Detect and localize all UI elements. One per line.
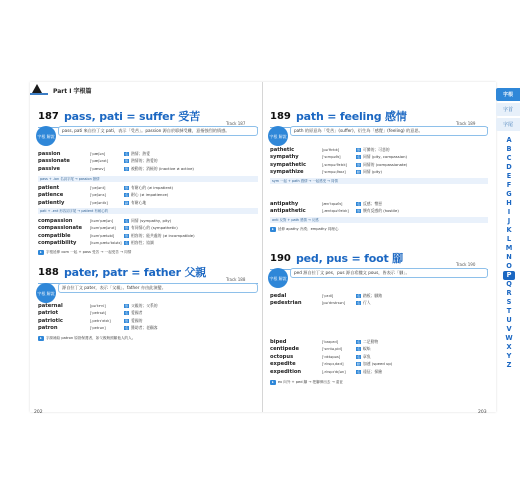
word-row: patient [ˈpeʃənt] 形 有耐心的 (≠ impatient) (38, 184, 174, 191)
word-row: sympathetic [ˌsɪmpəˈθɛtɪk] 形 同情的 (compassionate) (270, 161, 408, 168)
letter-index-item[interactable]: R (506, 289, 512, 297)
word-row: compatible [kəmˈpætəbl] 形 相容的；能共處的 (≠ incompatible) (38, 232, 195, 239)
letter-index-item[interactable]: D (506, 163, 512, 171)
letter-index-item[interactable]: N (506, 253, 512, 261)
letter-index-item[interactable]: B (506, 145, 512, 153)
letter-index-item[interactable]: G (506, 190, 512, 198)
letter-index-item[interactable]: E (506, 172, 512, 180)
page-gutter (262, 82, 263, 412)
tab-prefixes[interactable]: 字首 (496, 103, 520, 116)
section-188-words (38, 302, 258, 332)
letter-index-item[interactable]: U (506, 316, 512, 324)
formula-strip: sym 一起 + path 感情 → 一起感受 → 同情 (270, 178, 488, 184)
section-189-tip: ▸ 延伸 apathy 冷漠；empathy 同理心 (272, 227, 339, 231)
section-title: path = feeling 感情 (296, 110, 407, 123)
letter-index-item[interactable]: J (507, 217, 511, 225)
section-189-intro: path 的原意為「受苦」(suffer)，衍生為「感覺」(feeling) 的意思。 (290, 126, 488, 136)
section-number: 190 (270, 252, 291, 264)
section-187-words-2 (38, 184, 258, 207)
letter-index-item[interactable]: H (506, 199, 512, 207)
word-row: pathetic [pəˈθɛtɪk] 形 可憐的；可悲的 (270, 146, 390, 153)
section-190-words (270, 292, 488, 307)
tip-tag: ▸ (40, 336, 42, 340)
letter-index-item[interactable]: M (505, 244, 513, 252)
word-row: patience [ˈpeʃəns] 名 耐心 (≠ impatience) (38, 192, 169, 199)
section-number: 188 (38, 266, 59, 278)
letter-index-item[interactable]: A (506, 136, 512, 144)
root-explain-badge: 字根 解說 (36, 126, 56, 146)
letter-index-item[interactable]: Q (506, 280, 512, 288)
word-row: expedite [ˈɛkspɪˌdaɪt] 動 加速 (speed up) (270, 361, 393, 368)
section-187-words (38, 150, 258, 173)
alphabet-index (503, 136, 515, 370)
section-187-tip: ▸ 字根延伸 com 一起 + pass 受苦 → 一起受苦 → 同情 (40, 250, 132, 254)
formula-strip: pass + -ion 名詞字尾 → passion 熱情 (38, 176, 258, 182)
formula-strip: pati + -ent 形容詞字尾 → patient 有耐心的 (38, 208, 258, 214)
letter-index-item[interactable]: C (506, 154, 512, 162)
tab-suffixes[interactable]: 字尾 (496, 118, 520, 131)
word-row: paternal [pəˈtɝnl] 形 父親的；父系的 (38, 302, 158, 309)
letter-index-item[interactable]: S (506, 298, 512, 306)
word-row: passionate [ˈpæʃənɪt] 形 熱情的；熱愛的 (38, 158, 158, 165)
word-row: compassion [kəmˈpæʃən] 名 同情 (sympathy, pity) (38, 217, 172, 224)
tip-tag: ▸ (40, 250, 42, 254)
word-row: patron [ˈpetrən] 名 贊助者；老顧客 (38, 325, 158, 332)
word-row: pedestrian [pəˈdɛstrɪən] 名 行人 (270, 300, 371, 307)
word-row: compatibility [kəmˌpætəˈbɪlətɪ] 名 相容性；協調 (38, 240, 154, 247)
root-explain-badge: 字根 解說 (36, 283, 56, 303)
section-number: 189 (270, 110, 291, 122)
word-row: sympathy [ˈsɪmpəθɪ] 名 同情 (pity, compassion) (270, 154, 407, 161)
letter-index-item[interactable]: K (506, 226, 512, 234)
section-title: pater, patr = father 父親 (64, 266, 207, 279)
track-label: Track 189 (456, 121, 476, 126)
letter-index-item[interactable]: V (506, 325, 512, 333)
word-row: passive [ˈpæsɪv] 形 被動的；消極的 (inactive ≠ active) (38, 165, 194, 172)
letter-index-item[interactable]: T (506, 307, 512, 315)
page-number-right: 203 (478, 410, 487, 415)
track-label: Track 187 (226, 121, 246, 126)
section-187-intro: pass, pati 來自拉丁文 pati，表示「受苦」。passion 源自於耶穌受難，意指強烈的情感。 (58, 126, 258, 136)
root-explain-badge: 字根 解說 (268, 268, 288, 288)
word-row: octopus [ˈɑktəpəs] 名 章魚 (270, 353, 371, 360)
word-row: patiently [ˈpeʃəntlɪ] 副 有耐心地 (38, 199, 147, 206)
section-188-intro: 源自拉丁文 pater，表示「父親」。father 亦由此演變。 (58, 283, 258, 293)
tip-tag: ▸ (272, 227, 274, 231)
section-title: ped, pus = foot 腳 (296, 252, 403, 265)
letter-index-item[interactable]: O (506, 262, 512, 270)
witch-broom-icon (30, 84, 50, 96)
letter-index-item[interactable]: Z (506, 361, 512, 369)
word-row: expedition [ˌɛkspɪˈdɪʃən] 名 遠征；探險 (270, 368, 382, 375)
word-row: passion [ˈpæʃən] 名 熱情；熱愛 (38, 150, 150, 157)
section-title: pass, pati = suffer 受苦 (64, 110, 200, 123)
part-title: Part I 字根篇 (53, 87, 92, 95)
side-tabs (496, 88, 520, 133)
word-row: patriotic [ˌpetrɪˈɑtɪk] 形 愛國的 (38, 317, 143, 324)
word-row: patriot [ˈpetrɪət] 名 愛國者 (38, 310, 143, 317)
tab-roots[interactable]: 字根 (496, 88, 520, 101)
word-row: antipathy [ænˈtɪpəθɪ] 名 反感；憎惡 (270, 200, 382, 207)
section-189-words-2 (270, 200, 488, 215)
section-187-words-3 (38, 217, 258, 247)
section-188-tip: ▸ 字源補給 patron 原指保護者，如父親般照顧他人的人。 (40, 336, 136, 340)
word-row: biped [ˈbaɪpɛd] 名 二足動物 (270, 338, 379, 345)
word-row: centipede [ˈsɛntəˌpid] 名 蜈蚣 (270, 346, 371, 353)
letter-index-item[interactable]: W (505, 334, 513, 342)
letter-index-item[interactable]: F (506, 181, 512, 189)
section-188-heading (38, 264, 258, 280)
word-row: compassionate [kəmˈpæʃənɪt] 形 有同情心的 (sympathetic) (38, 225, 178, 232)
root-explain-badge: 字根 解說 (268, 126, 288, 146)
section-187-heading (38, 108, 258, 124)
page-number-left: 202 (34, 410, 43, 415)
word-row: sympathize [ˈsɪmpəˌθaɪz] 動 同情 (pity) (270, 169, 382, 176)
track-label: Track 190 (456, 262, 476, 267)
letter-index-item[interactable]: X (506, 343, 512, 351)
letter-index-item[interactable]: L (506, 235, 512, 243)
section-190-words-2 (270, 338, 488, 376)
word-row: antipathetic [ˌæntɪpəˈθɛtɪk] 形 懷有反感的 (hostile) (270, 208, 399, 215)
letter-index-item[interactable]: P (503, 271, 515, 280)
word-row: pedal [ˈpɛdl] 名 踏板；腳踏 (270, 292, 382, 299)
track-label: Track 188 (226, 277, 246, 282)
letter-index-item[interactable]: I (507, 208, 511, 216)
section-190-tip: ▸ ex 向外 + ped 腳 → 把腳伸出去 → 遠征 (272, 380, 343, 384)
section-number: 187 (38, 110, 59, 122)
formula-strip: anti 反對 + path 感情 → 反感 (270, 217, 488, 223)
letter-index-item[interactable]: Y (506, 352, 512, 360)
tip-tag: ▸ (272, 380, 274, 384)
section-190-intro: ped 源自拉丁文 pes，pus 源自希臘文 pous，皆表示「腳」。 (290, 268, 488, 278)
section-189-words (270, 146, 488, 176)
part-header (30, 82, 92, 98)
